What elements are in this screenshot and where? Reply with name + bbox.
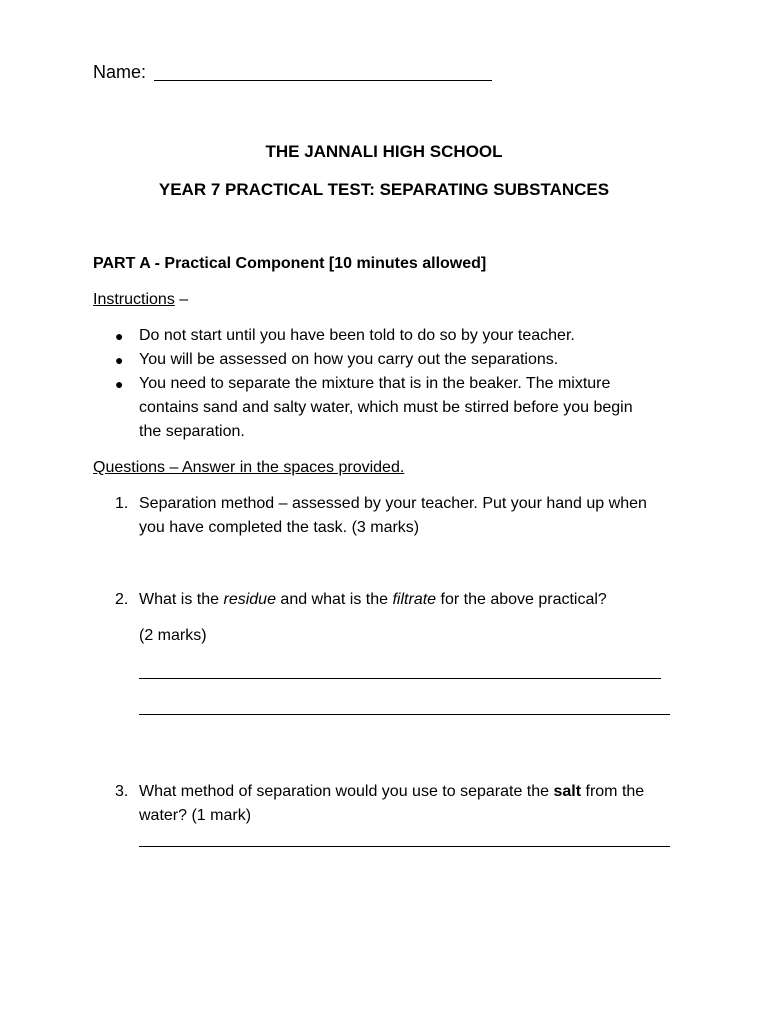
- question-2-marks: (2 marks): [139, 627, 207, 644]
- question-2-answer-line-2[interactable]: [139, 714, 670, 715]
- question-1-line2: you have completed the task. (3 marks): [139, 519, 420, 536]
- question-1-number: 1.: [115, 495, 129, 512]
- name-answer-line[interactable]: [154, 80, 492, 81]
- questions-heading: Questions – Answer in the spaces provided.: [93, 459, 405, 476]
- question-2-answer-line-1[interactable]: [139, 678, 661, 679]
- bullet-icon: ●: [115, 328, 124, 344]
- bullet-icon: ●: [115, 376, 124, 392]
- instructions-heading: Instructions –: [93, 291, 189, 308]
- bullet-icon: ●: [115, 352, 124, 368]
- question-3-line2: water? (1 mark): [139, 807, 252, 824]
- test-title: YEAR 7 PRACTICAL TEST: SEPARATING SUBSTANCES: [158, 180, 610, 199]
- instruction-item-1: Do not start until you have been told to do so by your teacher.: [139, 327, 575, 344]
- question-2-text: What is the residue and what is the filtrate for the above practical?: [139, 591, 607, 608]
- question-2-number: 2.: [115, 591, 129, 608]
- question-3-answer-line[interactable]: [139, 846, 670, 847]
- instruction-item-2: You will be assessed on how you carry out the separations.: [139, 351, 559, 368]
- question-1-line1: Separation method – assessed by your teacher. Put your hand up when: [139, 495, 647, 512]
- instruction-item-3-line3: the separation.: [139, 423, 245, 440]
- part-a-heading: PART A - Practical Component [10 minutes allowed]: [93, 255, 487, 272]
- question-3-number: 3.: [115, 783, 129, 800]
- school-name: THE JANNALI HIGH SCHOOL: [265, 142, 503, 161]
- instruction-item-3-line1: You need to separate the mixture that is in the beaker. The mixture: [139, 375, 611, 392]
- instruction-item-3-line2: contains sand and salty water, which must be stirred before you begin: [139, 399, 633, 416]
- question-3-line1: What method of separation would you use to separate the salt from the: [139, 783, 645, 800]
- name-label: Name:: [93, 62, 147, 82]
